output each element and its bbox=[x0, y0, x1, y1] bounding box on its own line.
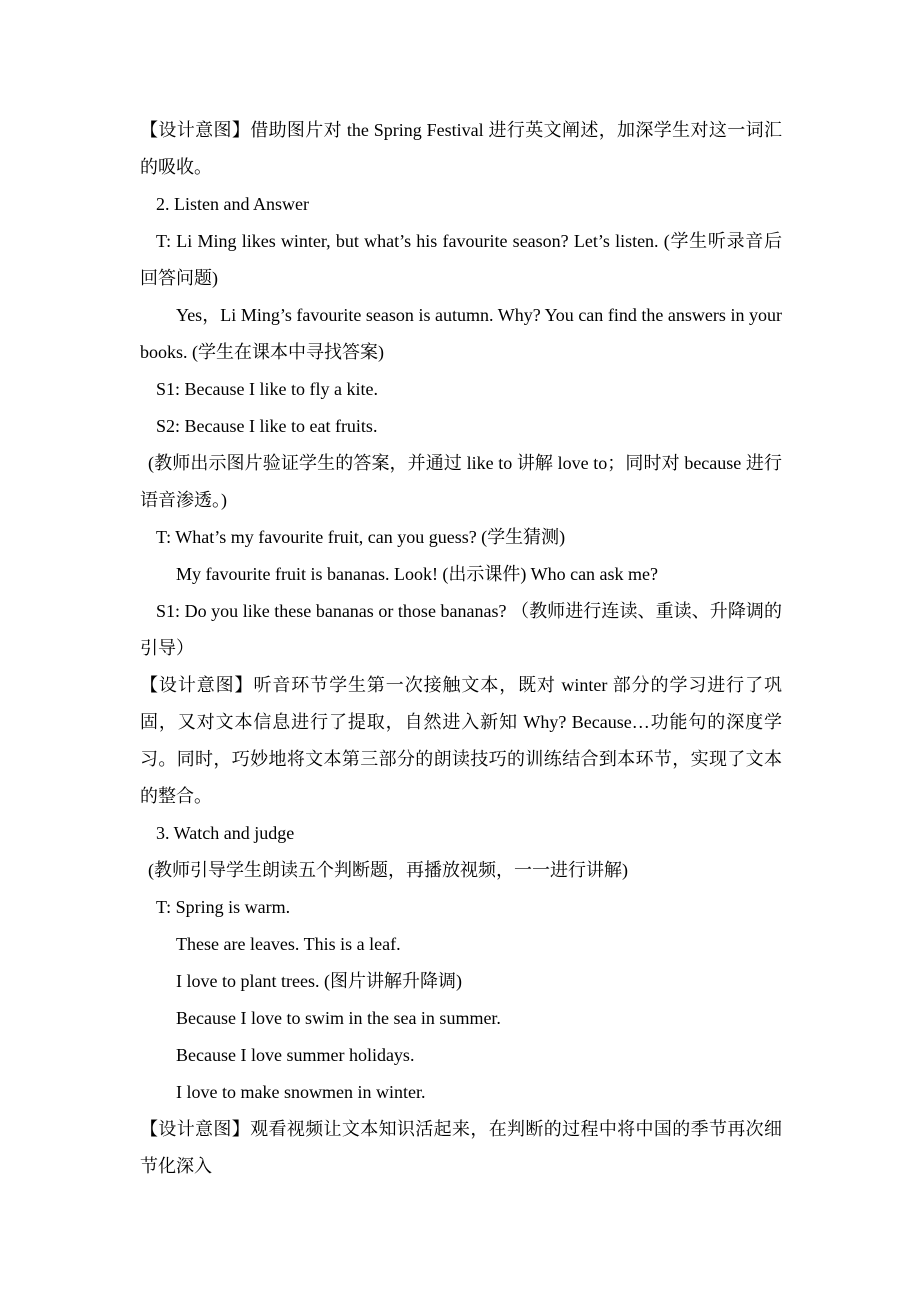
design-intent-1: 【设计意图】借助图片对 the Spring Festival 进行英文阐述，加深学生对这一词汇的吸收。 bbox=[140, 120, 782, 177]
teacher-line-favourite-fruit: T: What’s my favourite fruit, can you guess? (学生猜测) bbox=[156, 527, 566, 547]
statement-summer-holidays: Because I love summer holidays. bbox=[176, 1045, 415, 1065]
design-intent-2: 【设计意图】听音环节学生第一次接触文本，既对 winter 部分的学习进行了巩固，又对文本信息进行了提取，自然进入新知 Why? Because…功能句的深度学习。同时，巧妙地将文本第三部分的朗读技巧的训练结合到本环节，实现了文本的整合。 bbox=[140, 675, 782, 806]
statement-plant-trees: I love to plant trees. (图片讲解升降调) bbox=[176, 971, 462, 991]
teacher-line-listen: T: Li Ming likes winter, but what’s his favourite season? Let’s listen. (学生听录音后回答问题) bbox=[140, 231, 782, 288]
teacher-note-like-to: (教师出示图片验证学生的答案，并通过 like to 讲解 love to；同时对 because 进行语音渗透。) bbox=[140, 453, 782, 510]
statement-swim-summer: Because I love to swim in the sea in summer. bbox=[176, 1008, 501, 1028]
statement-leaves: These are leaves. This is a leaf. bbox=[176, 934, 401, 954]
teacher-note-judge: (教师引导学生朗读五个判断题，再播放视频，一一进行讲解) bbox=[148, 860, 628, 880]
statement-snowmen-winter: I love to make snowmen in winter. bbox=[176, 1082, 426, 1102]
heading-listen-and-answer: 2. Listen and Answer bbox=[156, 194, 309, 214]
student-line-s2-fruits: S2: Because I like to eat fruits. bbox=[156, 416, 378, 436]
student-line-s1-bananas: S1: Do you like these bananas or those bananas? （教师进行连读、重读、升降调的引导） bbox=[140, 601, 782, 658]
teacher-line-bananas: My favourite fruit is bananas. Look! (出示课件) Who can ask me? bbox=[176, 564, 659, 584]
teacher-line-answer: Yes，Li Ming’s favourite season is autumn. Why? You can find the answers in your books. (学生在课本中寻找答案) bbox=[140, 305, 782, 362]
student-line-s1-kite: S1: Because I like to fly a kite. bbox=[156, 379, 378, 399]
design-intent-3: 【设计意图】观看视频让文本知识活起来，在判断的过程中将中国的季节再次细节化深入 bbox=[140, 1119, 782, 1176]
teacher-line-spring-warm: T: Spring is warm. bbox=[156, 897, 291, 917]
heading-watch-and-judge: 3. Watch and judge bbox=[156, 823, 295, 843]
